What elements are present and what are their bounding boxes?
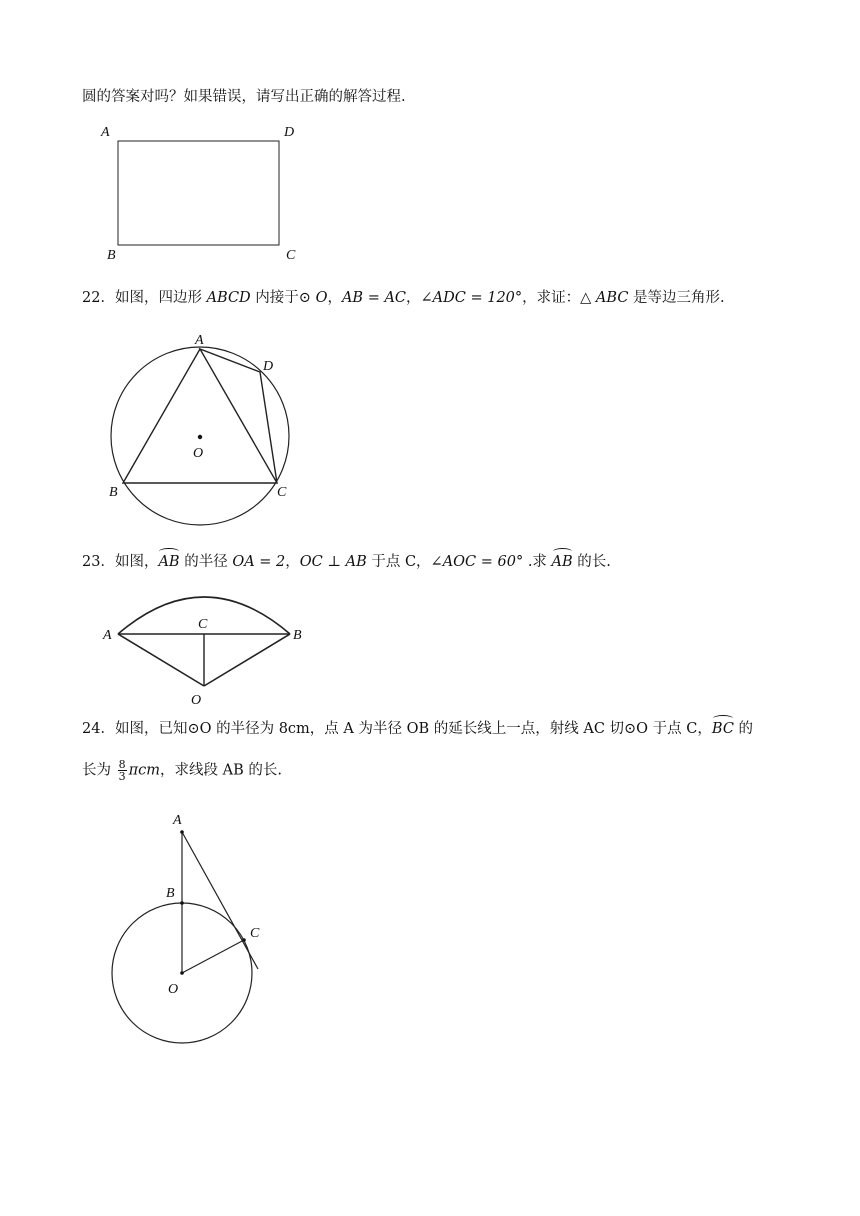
question-21-tail: 圆的答案对吗？如果错误，请写出正确的解答过程. bbox=[82, 89, 406, 105]
label-A: A bbox=[101, 125, 110, 140]
label-A: A bbox=[173, 813, 182, 828]
question-23: 23．如图，AB 的半径 OA = 2，OC ⊥ AB 于点 C，∠AOC = 60° .求 AB 的长. bbox=[82, 551, 611, 573]
figure-23-sector bbox=[100, 582, 315, 710]
label-D: D bbox=[263, 359, 274, 374]
label-C: C bbox=[198, 617, 208, 632]
label-A: A bbox=[103, 628, 112, 643]
label-B: B bbox=[166, 886, 175, 901]
label-C: C bbox=[277, 485, 287, 500]
fraction-eight-thirds: $\frac{8}{3}$ bbox=[118, 758, 126, 783]
question-24-line-1: 24．如图，已知⊙O 的半径为 8cm，点 A 为半径 OB 的延长线上一点，射线 AC 切⊙O 于点 C，BC 的 bbox=[82, 718, 753, 740]
label-O: O bbox=[191, 693, 202, 708]
question-22: 22．如图，四边形 ABCD 内接于⊙ O，AB = AC，∠ADC = 120°，求证：△ ABC 是等边三角形. bbox=[82, 290, 725, 306]
label-B: B bbox=[107, 248, 116, 263]
figure-21-rectangle bbox=[98, 122, 308, 264]
figure-22-circle bbox=[100, 326, 310, 532]
label-A: A bbox=[195, 333, 204, 348]
label-C: C bbox=[286, 248, 296, 263]
label-C: C bbox=[250, 926, 260, 941]
label-D: D bbox=[284, 125, 295, 140]
label-O: O bbox=[193, 446, 204, 461]
figure-24-tangent bbox=[100, 806, 280, 1050]
label-B: B bbox=[109, 485, 118, 500]
label-O: O bbox=[168, 982, 179, 997]
label-B: B bbox=[293, 628, 302, 643]
question-24-line-2: 长为 $\frac{8}{3}$ πcm，求线段 AB 的长. bbox=[82, 758, 282, 783]
